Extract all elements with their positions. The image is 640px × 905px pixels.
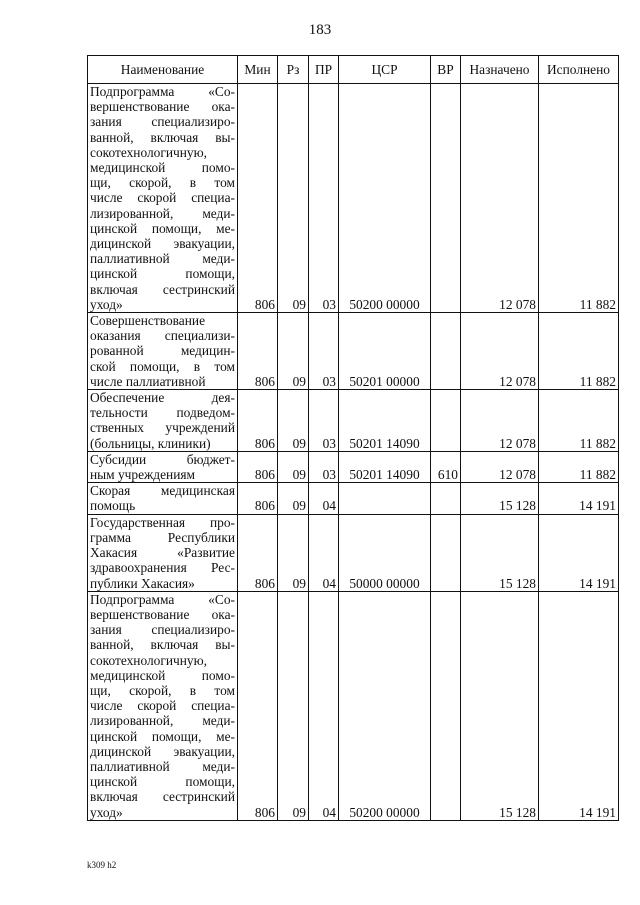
name-line: зания специализиро- [90,114,235,130]
cell-csr [339,483,431,514]
header-csr: ЦСР [339,56,431,84]
cell-assigned: 15 128 [461,483,539,514]
name-line: паллиативной меди- [90,758,235,774]
table-row [88,84,619,313]
name-line: медицинской помо- [90,160,235,176]
cell-vr [431,313,461,390]
cell-executed: 14 191 [539,483,619,514]
name-line: цинской помощи, ме- [90,220,235,236]
cell-executed: 11 882 [539,390,619,452]
cell-pr: 04 [309,591,339,820]
table-body [88,84,619,821]
name-line: здравоохранения Рес- [90,560,235,576]
name-line: зания специализиро- [90,622,235,638]
cell-name [88,84,238,313]
cell-min: 806 [238,591,278,820]
cell-vr [431,483,461,514]
name-line: Государственная про- [90,514,235,530]
cell-min: 806 [238,390,278,452]
cell-min: 806 [238,313,278,390]
name-line: включая сестринский [90,789,235,805]
name-line: сокотехнологичную, [90,652,207,668]
header-assigned: Назначено [461,56,539,84]
footer-code: k309 h2 [87,860,117,870]
cell-csr: 50201 14090 [339,451,431,482]
name-line: вершенствование ока- [90,606,235,622]
name-line: дицинской эвакуации, [90,236,235,252]
cell-vr [431,591,461,820]
cell-executed: 11 882 [539,451,619,482]
name-line: Хакасия «Развитие [90,545,235,561]
name-line: лизированной, меди- [90,205,235,221]
cell-assigned: 15 128 [461,514,539,591]
cell-executed: 14 191 [539,514,619,591]
cell-min: 806 [238,483,278,514]
name-line: Скорая медицинская [90,483,235,499]
cell-executed: 11 882 [539,84,619,313]
cell-pr: 03 [309,313,339,390]
table-header-row [88,56,619,84]
cell-assigned: 12 078 [461,84,539,313]
cell-assigned: 15 128 [461,591,539,820]
cell-csr: 50200 00000 [339,591,431,820]
name-line: уход» [90,296,123,312]
name-line: оказания специализи- [90,328,235,344]
name-line: щи, скорой, в том [90,175,235,191]
header-vr: ВР [431,56,461,84]
name-line: публики Хакасия» [90,575,195,591]
name-line: щи, скорой, в том [90,682,235,698]
header-pr: ПР [309,56,339,84]
name-line: рованной медицин- [90,343,235,359]
name-line: сокотехнологичную, [90,144,207,160]
name-line: цинской помощи, [90,266,235,282]
cell-min: 806 [238,514,278,591]
cell-assigned: 12 078 [461,451,539,482]
name-line: Подпрограмма «Со- [90,591,235,607]
cell-vr: 610 [431,451,461,482]
cell-csr: 50200 00000 [339,84,431,313]
name-line: дицинской эвакуации, [90,743,235,759]
table-row [88,313,619,390]
name-line: включая сестринский [90,281,235,297]
cell-assigned: 12 078 [461,390,539,452]
name-line: числе скорой специа- [90,698,235,714]
cell-csr: 50201 14090 [339,390,431,452]
header-name: Наименование [88,56,238,84]
cell-pr: 03 [309,451,339,482]
name-line: ванной, включая вы- [90,637,235,653]
name-line: уход» [90,804,123,820]
cell-rz: 09 [278,514,309,591]
cell-vr [431,390,461,452]
name-line: числе скорой специа- [90,190,235,206]
cell-csr: 50201 00000 [339,313,431,390]
cell-name [88,390,238,452]
name-line: Совершенствование [90,313,206,329]
cell-executed: 14 191 [539,591,619,820]
cell-name [88,451,238,482]
name-line: помощь [90,498,136,514]
name-line: цинской помощи, ме- [90,728,235,744]
cell-rz: 09 [278,451,309,482]
cell-name [88,313,238,390]
name-line: Подпрограмма «Со- [90,84,235,99]
table-row [88,514,619,591]
cell-name [88,591,238,820]
name-line: паллиативной меди- [90,251,235,267]
name-line: ской помощи, в том [90,358,235,374]
cell-pr: 04 [309,514,339,591]
name-line: Субсидии бюджет- [90,451,235,467]
cell-pr: 03 [309,390,339,452]
cell-pr: 04 [309,483,339,514]
name-line: ванной, включая вы- [90,129,235,145]
cell-vr [431,84,461,313]
name-line: цинской помощи, [90,774,235,790]
table-row [88,483,619,514]
name-line: ным учреждениям [90,467,196,483]
page-number: 183 [308,22,332,38]
budget-table [87,55,619,821]
header-min: Мин [238,56,278,84]
name-line: числе паллиативной [90,373,206,389]
cell-min: 806 [238,84,278,313]
cell-name [88,514,238,591]
cell-rz: 09 [278,390,309,452]
cell-rz: 09 [278,84,309,313]
name-line: Обеспечение дея- [90,390,235,406]
name-line: грамма Республики [90,529,235,545]
cell-assigned: 12 078 [461,313,539,390]
name-line: лизированной, меди- [90,713,235,729]
cell-min: 806 [238,451,278,482]
cell-rz: 09 [278,591,309,820]
cell-rz: 09 [278,313,309,390]
name-line: ственных учреждений [90,420,235,436]
name-line: вершенствование ока- [90,99,235,115]
cell-vr [431,514,461,591]
table-row [88,390,619,452]
cell-name [88,483,238,514]
cell-csr: 50000 00000 [339,514,431,591]
cell-executed: 11 882 [539,313,619,390]
name-line: (больницы, клиники) [90,435,211,451]
table-row [88,451,619,482]
header-executed: Исполнено [539,56,619,84]
cell-rz: 09 [278,483,309,514]
cell-pr: 03 [309,84,339,313]
table-row [88,591,619,820]
header-rz: Рз [278,56,309,84]
name-line: тельности подведом- [90,405,235,421]
name-line: медицинской помо- [90,667,235,683]
